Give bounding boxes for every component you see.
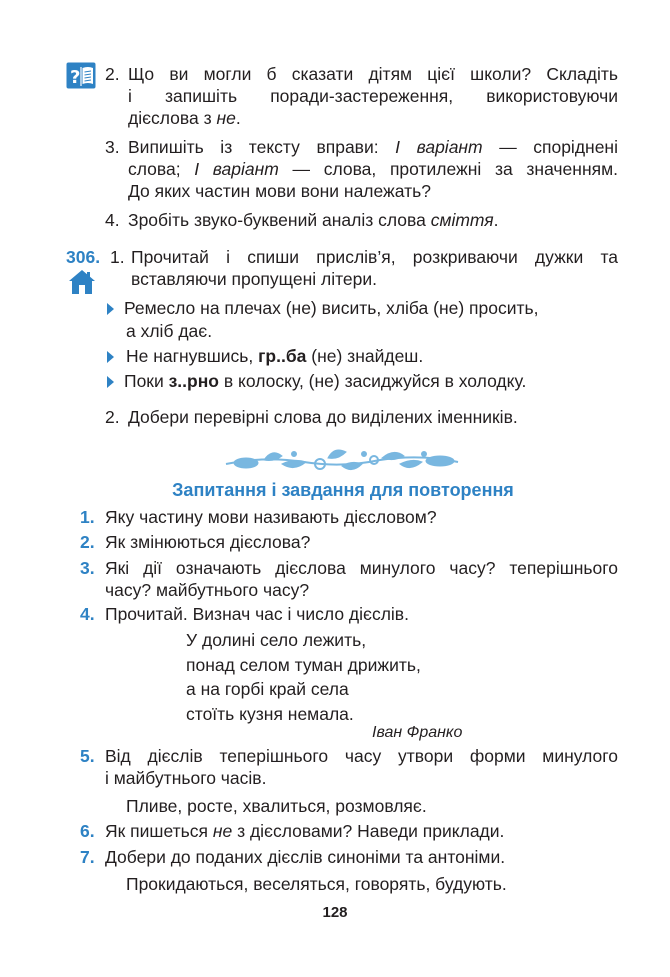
question-text: Прочитай. Визнач час і число дієслів.: [105, 604, 409, 624]
task-text-line: Випишіть із тексту вправи: І варіант — споріднені: [128, 137, 618, 157]
poem-line: а на горбі край села: [186, 679, 349, 699]
task-text-line: слова; І варіант — слова, протилежні за значенням.: [128, 159, 618, 179]
task-text-line: До яких частин мови вони належать?: [128, 181, 431, 201]
floral-ornament-icon: [224, 444, 460, 474]
task-text-line: Що ви могли б сказати дітям цієї школи? Складіть: [128, 64, 618, 84]
word-list: Пливе, росте, хвалиться, розмовляє.: [126, 796, 427, 816]
exercise-number: 306.: [66, 247, 101, 267]
svg-text:?: ?: [70, 67, 81, 88]
task-text-line: Зробіть звуко-буквений аналіз слова сміття.: [128, 210, 499, 230]
question-number: 2.: [80, 532, 95, 552]
bullet-arrow-icon: [107, 303, 114, 315]
question-number: 7.: [80, 847, 95, 867]
home-icon: [68, 269, 96, 295]
task-text-line: Добери перевірні слова до виділених іменників.: [128, 407, 518, 427]
question-text: і майбутнього часів.: [105, 768, 267, 788]
bullet-arrow-icon: [107, 376, 114, 388]
task-number: 1.: [110, 247, 125, 267]
question-number: 1.: [80, 507, 95, 527]
question-number: 4.: [80, 604, 95, 624]
section-title: Запитання і завдання для повторення: [172, 480, 514, 500]
task-number: 3.: [105, 137, 120, 157]
question-text: Добери до поданих дієслів синоніми та антоніми.: [105, 847, 506, 867]
question-number: 6.: [80, 821, 95, 841]
question-text: Від дієслів теперішнього часу утвори форми минулого: [105, 746, 618, 766]
word-list: Прокидаються, веселяться, говорять, будують.: [126, 874, 507, 894]
poem-line: У долині село лежить,: [186, 630, 367, 650]
proverb-line: Ремесло на плечах (не) висить, хліба (не) просить,: [124, 298, 539, 318]
poem-author: Іван Франко: [372, 724, 463, 741]
page-number: 128: [322, 904, 348, 921]
question-number: 5.: [80, 746, 95, 766]
proverb-line: а хліб дає.: [126, 321, 213, 341]
proverb-line: Поки з..рно в колоску, (не) засиджуйся в холодку.: [124, 371, 527, 391]
poem-line: стоїть кузня немала.: [186, 704, 354, 724]
task-text-line: і запишіть поради-застереження, використовуючи: [128, 86, 618, 106]
question-text: Яку частину мови називають дієсловом?: [105, 507, 437, 527]
proverb-line: Не нагнувшись, гр..ба (не) знайдеш.: [126, 346, 424, 366]
task-number: 2.: [105, 407, 120, 427]
question-text: Як змінюються дієслова?: [105, 532, 311, 552]
task-text-line: дієслова з не.: [128, 108, 241, 128]
question-text: часу? майбутнього часу?: [105, 580, 310, 600]
question-text: Які дії означають дієслова минулого часу? теперішнього: [105, 558, 618, 578]
question-number: 3.: [80, 558, 95, 578]
task-text-line: вставляючи пропущені літери.: [131, 269, 378, 289]
poem-line: понад селом туман дрижить,: [186, 655, 421, 675]
task-text-line: Прочитай і спиши прислів’я, розкриваючи дужки та: [131, 247, 618, 267]
bullet-arrow-icon: [107, 351, 114, 363]
task-number: 4.: [105, 210, 120, 230]
task-number: 2.: [105, 64, 120, 84]
question-text: Як пишеться не з дієсловами? Наведи приклади.: [105, 821, 505, 841]
question-book-icon: [66, 62, 96, 89]
